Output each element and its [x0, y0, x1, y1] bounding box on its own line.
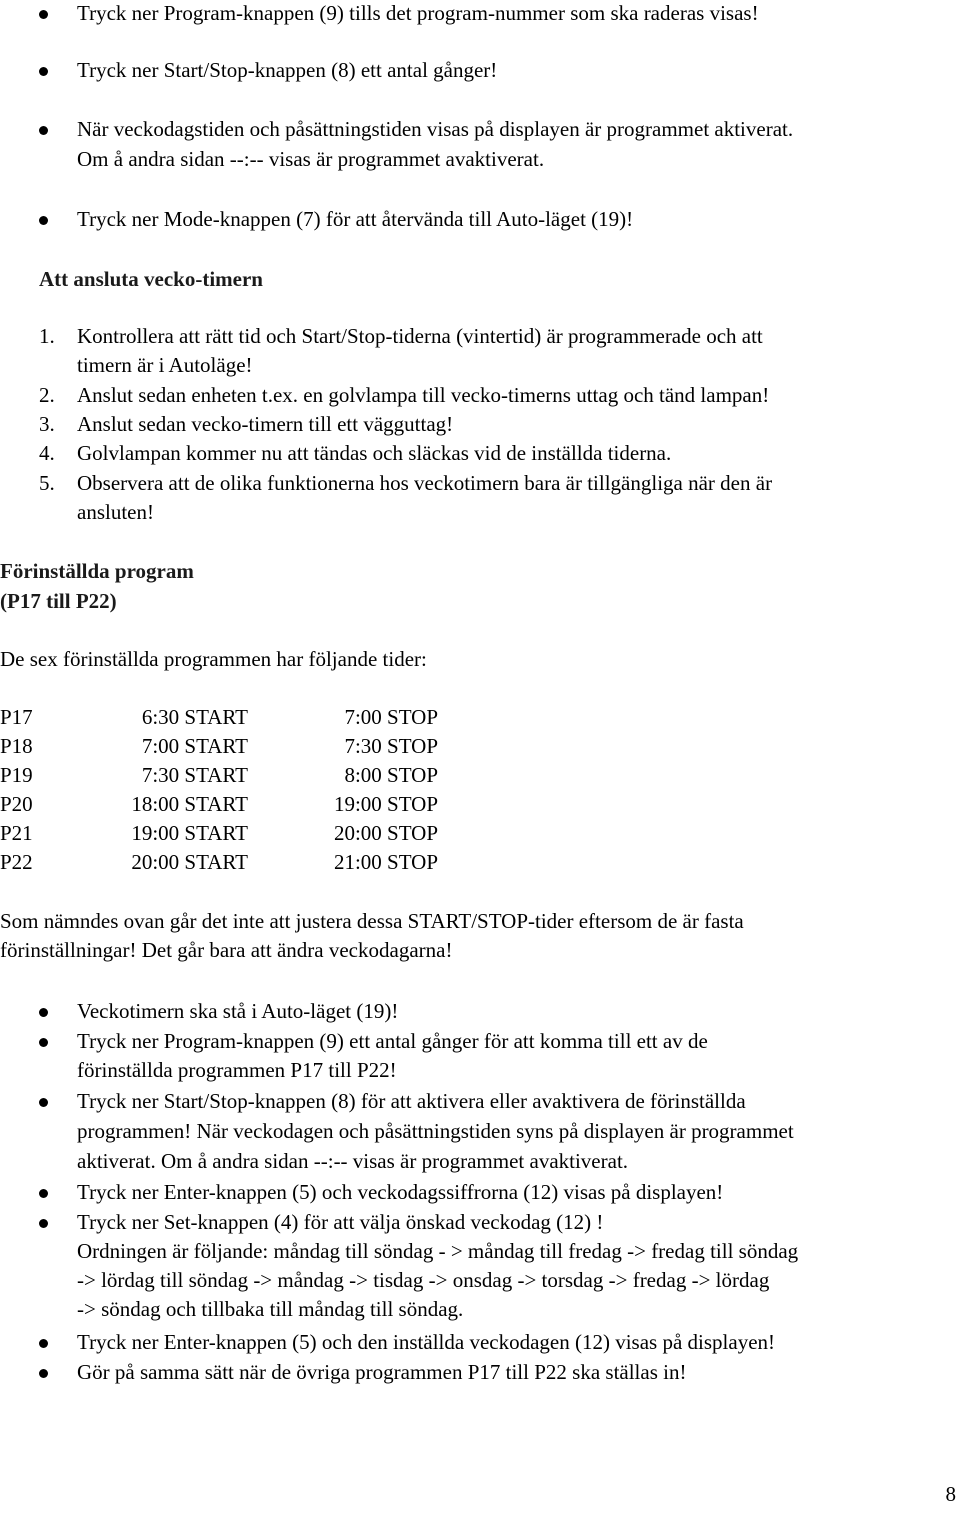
bullet-dot — [39, 10, 48, 19]
bullet-text: Tryck ner Program-knappen (9) tills det program-nummer som ska raderas visas! — [77, 1, 759, 25]
stop-time: 21:00 STOP — [333, 850, 438, 874]
start-time: 7:30 START — [141, 763, 248, 787]
bullet-text: Tryck ner Start/Stop-knappen (8) för att aktivera eller avaktivera de förinställda — [77, 1089, 746, 1113]
start-time: 6:30 START — [141, 705, 248, 729]
bullet-text: programmen! När veckodagen och påsättningstiden syns på displayen är programmet — [77, 1119, 794, 1143]
intro-text: De sex förinställda programmen har följande tider: — [0, 647, 427, 671]
start-time: 19:00 START — [131, 821, 248, 845]
list-text: Observera att de olika funktionerna hos veckotimern bara är tillgängliga när den är — [77, 471, 773, 495]
bullet-dot — [39, 1008, 48, 1017]
stop-time: 7:30 STOP — [344, 734, 438, 758]
start-time: 7:00 START — [141, 734, 248, 758]
bullet-text: Tryck ner Enter-knappen (5) och den inställda veckodagen (12) visas på displayen! — [77, 1330, 776, 1354]
section-heading: Att ansluta vecko-timern — [39, 267, 263, 291]
program-id: P21 — [0, 821, 33, 845]
bullet-text: -> söndag och tillbaka till måndag till söndag. — [77, 1297, 464, 1321]
bullet-dot — [39, 67, 48, 76]
list-text: Anslut sedan vecko-timern till ett vägguttag! — [77, 412, 454, 436]
bullet-text: Gör på samma sätt när de övriga programmen P17 till P22 ska ställas in! — [77, 1360, 687, 1384]
bullet-text: -> lördag till söndag -> måndag -> tisdag -> onsdag -> torsdag -> fredag -> lördag — [77, 1268, 770, 1292]
bullet-text: Tryck ner Set-knappen (4) för att välja önskad veckodag (12) ! — [77, 1210, 604, 1234]
start-time: 18:00 START — [131, 792, 248, 816]
list-text: ansluten! — [77, 500, 154, 524]
bullet-dot — [39, 1038, 48, 1047]
section-heading: Förinställda program — [0, 559, 194, 583]
page-number: 8 — [945, 1482, 956, 1506]
stop-time: 8:00 STOP — [344, 763, 438, 787]
program-id: P19 — [0, 763, 33, 787]
bullet-text: förinställda programmen P17 till P22! — [77, 1058, 397, 1082]
bullet-dot — [39, 126, 48, 135]
list-number: 1. — [39, 324, 55, 348]
bullet-dot — [39, 1219, 48, 1228]
list-number: 3. — [39, 412, 55, 436]
bullet-dot — [39, 216, 48, 225]
program-id: P20 — [0, 792, 33, 816]
bullet-text: Tryck ner Start/Stop-knappen (8) ett antal gånger! — [77, 58, 498, 82]
bullet-text: När veckodagstiden och påsättningstiden visas på displayen är programmet aktiverat. — [77, 117, 794, 141]
bullet-text: Veckotimern ska stå i Auto-läget (19)! — [77, 999, 399, 1023]
stop-time: 7:00 STOP — [344, 705, 438, 729]
bullet-text: Ordningen är följande: måndag till söndag - > måndag till fredag -> fredag till söndag — [77, 1239, 799, 1263]
bullet-dot — [39, 1369, 48, 1378]
bullet-text: Tryck ner Enter-knappen (5) och veckodagssiffrorna (12) visas på displayen! — [77, 1180, 724, 1204]
program-id: P18 — [0, 734, 33, 758]
stop-time: 19:00 STOP — [333, 792, 438, 816]
bullet-text: Tryck ner Mode-knappen (7) för att återvända till Auto-läget (19)! — [77, 207, 634, 231]
bullet-text: aktiverat. Om å andra sidan --:-- visas är programmet avaktiverat. — [77, 1149, 629, 1173]
bullet-text: Tryck ner Program-knappen (9) ett antal gånger för att komma till ett av de — [77, 1029, 708, 1053]
bullet-dot — [39, 1339, 48, 1348]
bullet-text: Om å andra sidan --:-- visas är programmet avaktiverat. — [77, 147, 545, 171]
list-number: 4. — [39, 441, 55, 465]
list-number: 2. — [39, 383, 55, 407]
program-id: P17 — [0, 705, 33, 729]
start-time: 20:00 START — [131, 850, 248, 874]
section-subheading: (P17 till P22) — [0, 589, 117, 613]
list-text: Golvlampan kommer nu att tändas och släckas vid de inställda tiderna. — [77, 441, 672, 465]
note-text: förinställningar! Det går bara att ändra veckodagarna! — [0, 938, 453, 962]
list-text: Anslut sedan enheten t.ex. en golvlampa till vecko-timerns uttag och tänd lampan! — [77, 383, 770, 407]
program-id: P22 — [0, 850, 33, 874]
bullet-dot — [39, 1098, 48, 1107]
bullet-dot — [39, 1189, 48, 1198]
list-number: 5. — [39, 471, 55, 495]
list-text: timern är i Autoläge! — [77, 353, 253, 377]
stop-time: 20:00 STOP — [333, 821, 438, 845]
list-text: Kontrollera att rätt tid och Start/Stop-tiderna (vintertid) är programmerade och att — [77, 324, 763, 348]
note-text: Som nämndes ovan går det inte att justera dessa START/STOP-tider eftersom de är fasta — [0, 909, 744, 933]
